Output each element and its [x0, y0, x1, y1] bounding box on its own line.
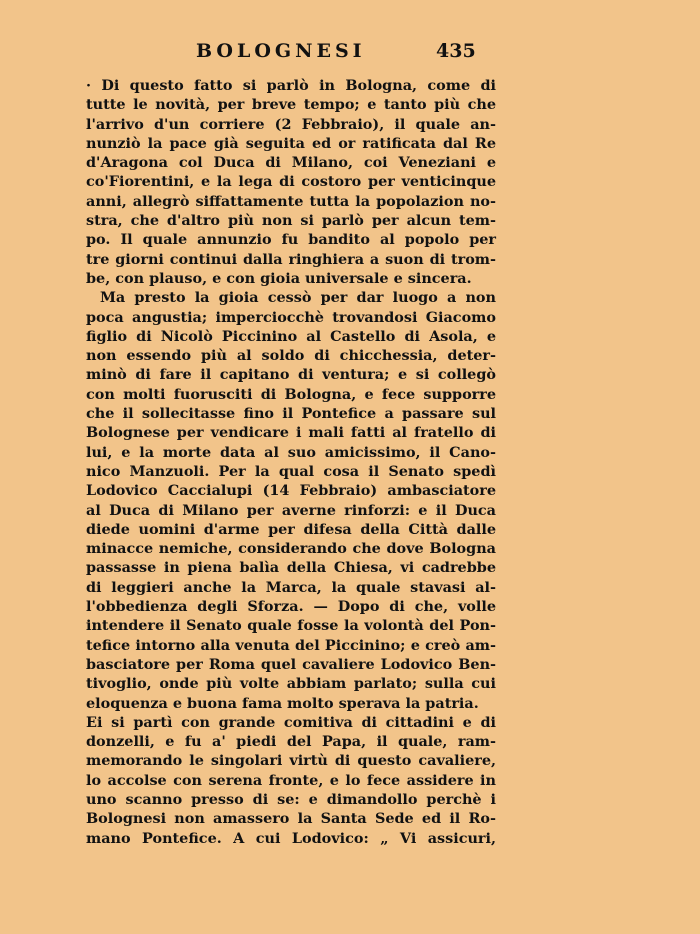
text-line: l'arrivo d'un corriere (2 Febbraio), il quale an-: [86, 115, 496, 133]
text-line: Ma presto la gioia cessò per dar luogo a non: [100, 289, 496, 307]
body-text: [86, 76, 496, 848]
text-line: po. Il quale annunzio fu bandito al popolo per: [86, 231, 496, 249]
running-title: BOLOGNESI: [196, 40, 366, 62]
text-line: passasse in piena balìa della Chiesa, vi cadrebbe: [86, 559, 496, 577]
text-line: minò di fare il capitano di ventura; e si collegò: [86, 366, 496, 384]
text-line: be, con plauso, e con gioia universale e sincera.: [86, 269, 472, 287]
text-line: nico Manzuoli. Per la qual cosa il Senato spedì: [86, 462, 496, 480]
text-line: stra, che d'altro più non si parlò per alcun tem-: [86, 212, 496, 230]
text-line: Bolognese per vendicare i mali fatti al fratello di: [86, 424, 496, 442]
text-line: lui, e la morte data al suo amicissimo, il Cano-: [86, 443, 496, 461]
text-line: lo accolse con serena fronte, e lo fece assidere in: [86, 771, 496, 789]
text-line: · Di questo fatto si parlò in Bologna, come di: [86, 77, 496, 94]
text-line: anni, allegrò siffattamente tutta la popolazion no-: [86, 192, 496, 210]
text-line: intendere il Senato quale fosse la volontà del Pon-: [86, 617, 496, 635]
text-line: Bolognesi non amassero la Santa Sede ed il Ro-: [86, 810, 496, 828]
text-line: Ei si partì con grande comitiva di cittadini e di: [86, 713, 496, 731]
text-line: uno scanno presso di se: e dimandollo perchè i: [86, 790, 496, 808]
text-line: che il sollecitasse fino il Pontefice a passare sul: [86, 405, 496, 423]
text-line: tivoglio, onde più volte abbiam parlato; sulla cui: [86, 675, 496, 693]
text-line: poca angustia; imperciocchè trovandosi Giacomo: [86, 308, 496, 326]
text-line: eloquenza e buona fama molto sperava la patria.: [86, 694, 479, 712]
text-line: tefice intorno alla venuta del Piccinino; e creò am-: [86, 636, 496, 654]
text-line: nunziò la pace già seguita ed or ratificata dal Re: [86, 134, 496, 152]
text-line: di leggieri anche la Marca, la quale stavasi al-: [86, 578, 496, 596]
text-line: memorando le singolari virtù di questo cavaliere,: [86, 752, 496, 770]
text-line: tre giorni continui dalla ringhiera a suon di trom-: [86, 250, 496, 268]
text-line: co'Fiorentini, e la lega di costoro per venticinque: [86, 173, 496, 191]
text-line: tutte le novità, per breve tempo; e tanto più che: [86, 96, 496, 114]
text-line: non essendo più al soldo di chicchessia, deter-: [86, 347, 496, 365]
text-line: basciatore per Roma quel cavaliere Lodovico Ben-: [86, 655, 496, 673]
text-line: figlio di Nicolò Piccinino al Castello di Asola, e: [86, 327, 496, 345]
text-line: d'Aragona col Duca di Milano, coi Veneziani e: [86, 154, 496, 172]
text-line: mano Pontefice. A cui Lodovico: „ Vi assicuri,: [86, 829, 496, 847]
text-line: l'obbedienza degli Sforza. — Dopo di che, volle: [86, 598, 496, 616]
text-line: Lodovico Caccialupi (14 Febbraio) ambasciatore: [86, 482, 496, 500]
text-line: minacce nemiche, considerando che dove Bologna: [86, 540, 496, 558]
text-line: al Duca di Milano per averne rinforzi: e il Duca: [86, 501, 496, 519]
page-number: 435: [436, 40, 476, 62]
text-line: con molti fuorusciti di Bologna, e fece supporre: [86, 385, 496, 403]
text-line: donzelli, e fu a' piedi del Papa, il quale, ram-: [86, 733, 496, 751]
text-line: diede uomini d'arme per difesa della Città dalle: [86, 520, 496, 538]
